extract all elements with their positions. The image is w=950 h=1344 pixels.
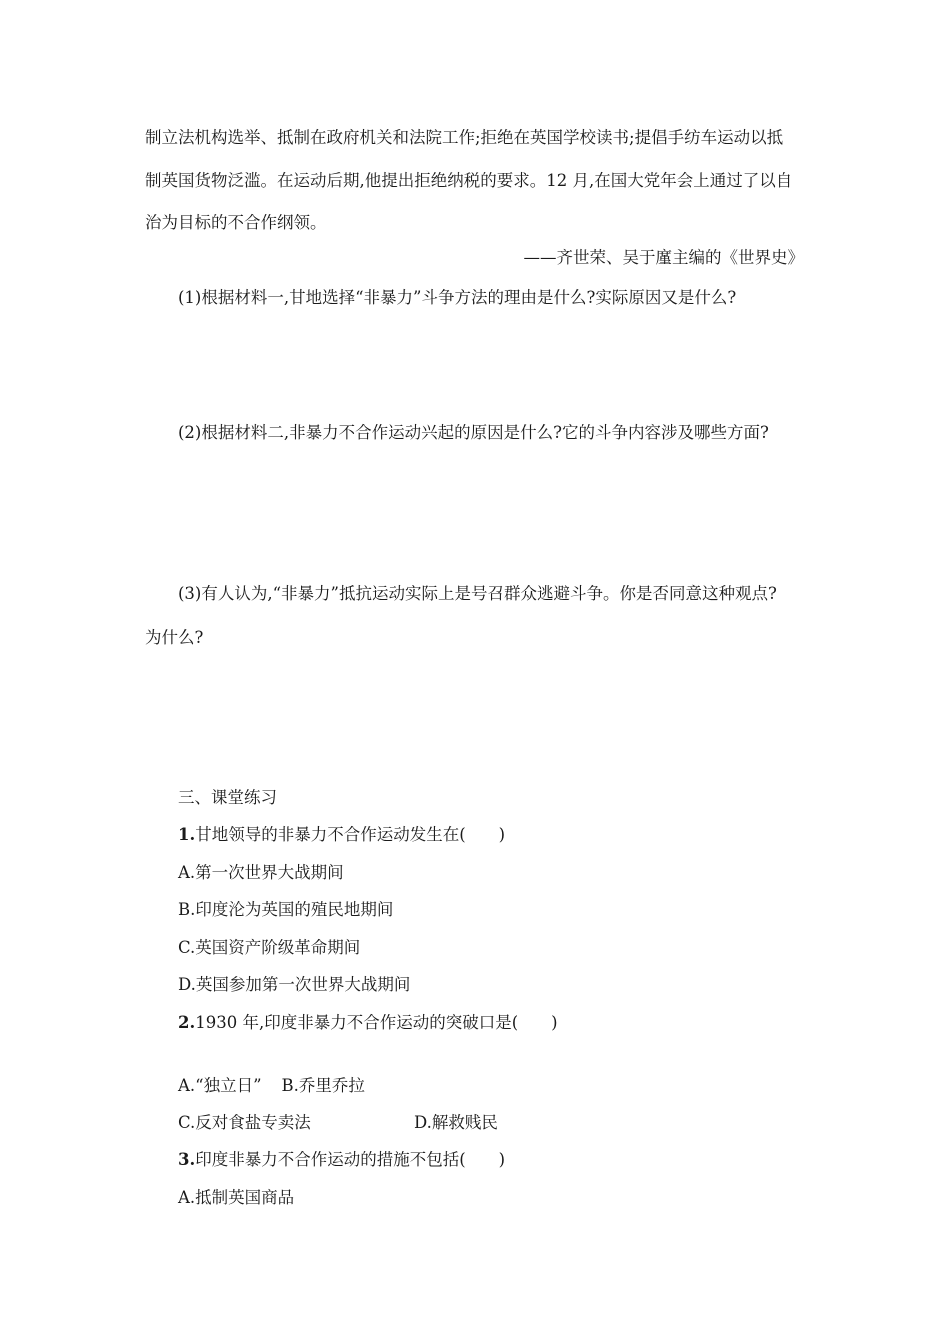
material-line: 制立法机构选举、抵制在政府机关和法院工作;拒绝在英国学校读书;提倡手纺车运动以抵 [145, 128, 784, 147]
option: D.解救贱民 [414, 1113, 498, 1132]
question-3-continued: 为什么? [145, 628, 204, 647]
item-stem: 1930 年,印度非暴力不合作运动的突破口是( ) [195, 1013, 558, 1032]
practice-item-3 [178, 1149, 505, 1171]
item-number: 1. [178, 825, 196, 844]
practice-item-2 [178, 1012, 558, 1034]
item-number: 3. [178, 1150, 196, 1169]
question-1: (1)根据材料一,甘地选择“非暴力”斗争方法的理由是什么?实际原因又是什么? [178, 288, 737, 307]
question-2: (2)根据材料二,非暴力不合作运动兴起的原因是什么?它的斗争内容涉及哪些方面? [178, 423, 769, 442]
material-line: 制英国货物泛滥。在运动后期,他提出拒绝纳税的要求。12 月,在国大党年会上通过了以自 [145, 171, 793, 190]
option-row [178, 1112, 498, 1134]
citation: ——齐世荣、吴于廑主编的《世界史》 [523, 248, 804, 267]
option: C.反对食盐专卖法 [178, 1113, 311, 1132]
option: B.印度沦为英国的殖民地期间 [178, 900, 394, 919]
practice-item-1 [178, 824, 505, 846]
option-row [178, 1075, 365, 1097]
item-number: 2. [178, 1013, 196, 1032]
option: A.“独立日” [178, 1076, 262, 1095]
question-3: (3)有人认为,“非暴力”抵抗运动实际上是号召群众逃避斗争。你是否同意这种观点? [178, 584, 777, 603]
section-heading: 三、课堂练习 [178, 788, 277, 807]
option: B.乔里乔拉 [281, 1076, 365, 1095]
option: A.第一次世界大战期间 [178, 863, 344, 882]
item-stem: 甘地领导的非暴力不合作运动发生在( ) [195, 825, 506, 844]
item-stem: 印度非暴力不合作运动的措施不包括( ) [195, 1150, 506, 1169]
option: A.抵制英国商品 [178, 1188, 295, 1207]
material-line: 治为目标的不合作纲领。 [145, 213, 327, 232]
option: C.英国资产阶级革命期间 [178, 938, 361, 957]
option: D.英国参加第一次世界大战期间 [178, 975, 411, 994]
